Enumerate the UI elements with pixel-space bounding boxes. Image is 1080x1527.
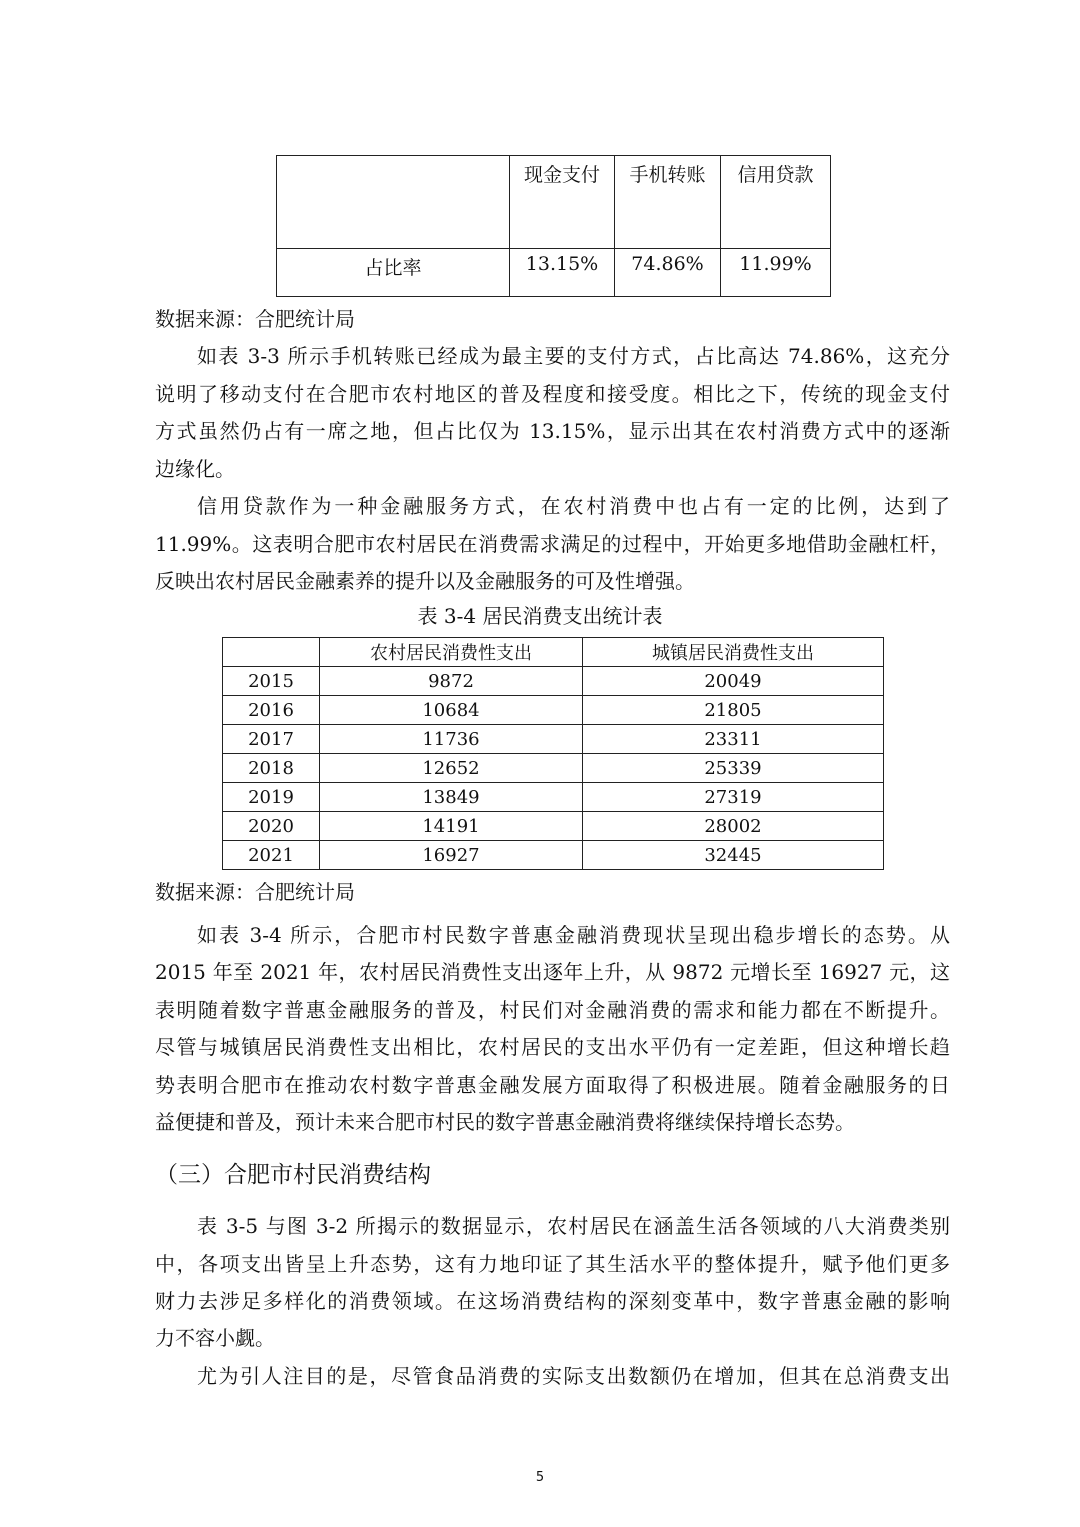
table-cell: 2018 [223, 754, 320, 783]
table-header-cell: 城镇居民消费性支出 [583, 638, 884, 667]
table-cell: 13849 [320, 783, 583, 812]
table-cell: 21805 [583, 696, 884, 725]
table-row [223, 725, 884, 754]
paragraph-line: 11.99%。这表明合肥市农村居民在消费需求满足的过程中，开始更多地借助金融杠杆， [155, 532, 950, 556]
table-header-cell: 现金支付 [510, 156, 615, 249]
table-cell: 25339 [583, 754, 884, 783]
paragraph-line: 表明随着数字普惠金融服务的普及，村民们对金融消费的需求和能力都在不断提升。 [155, 998, 950, 1022]
paragraph-line: 表 3-5 与图 3-2 所揭示的数据显示，农村居民在涵盖生活各领域的八大消费类别 [197, 1214, 950, 1238]
paragraph-line: 益便捷和普及，预计未来合肥市村民的数字普惠金融消费将继续保持增长态势。 [155, 1110, 855, 1134]
payment-share-table [276, 155, 831, 297]
table-row [223, 783, 884, 812]
table-row [223, 667, 884, 696]
table-cell: 23311 [583, 725, 884, 754]
table-cell: 占比率 [277, 249, 510, 297]
paragraph-line: 势表明合肥市在推动农村数字普惠金融发展方面取得了积极进展。随着金融服务的日 [155, 1073, 950, 1097]
paragraph-line: 信用贷款作为一种金融服务方式，在农村消费中也占有一定的比例，达到了 [197, 494, 950, 518]
paragraph-line: 说明了移动支付在合肥市农村地区的普及程度和接受度。相比之下，传统的现金支付 [155, 382, 950, 406]
paragraph-line: 反映出农村居民金融素养的提升以及金融服务的可及性增强。 [155, 569, 695, 593]
table-row [223, 754, 884, 783]
table-cell: 2020 [223, 812, 320, 841]
table-header-cell: 信用贷款 [721, 156, 831, 249]
page-number: 5 [535, 1470, 545, 1485]
table-caption: 表 3-4 居民消费支出统计表 [417, 604, 663, 628]
table-cell: 74.86% [615, 249, 721, 297]
paragraph-line: 力不容小觑。 [155, 1326, 275, 1350]
table-cell: 9872 [320, 667, 583, 696]
paragraph-line: 边缘化。 [155, 457, 235, 481]
table-cell: 27319 [583, 783, 884, 812]
table-row [223, 696, 884, 725]
table-cell: 11736 [320, 725, 583, 754]
table-cell: 11.99% [721, 249, 831, 297]
paragraph-line: 如表 3-3 所示手机转账已经成为最主要的支付方式，占比高达 74.86%，这充分 [197, 344, 950, 368]
table-cell: 2021 [223, 841, 320, 870]
table-cell: 2019 [223, 783, 320, 812]
paragraph-line: 2015 年至 2021 年，农村居民消费性支出逐年上升，从 9872 元增长至 16927 元，这 [155, 960, 950, 984]
data-source: 数据来源：合肥统计局 [155, 307, 355, 331]
table-cell: 13.15% [510, 249, 615, 297]
table-cell: 20049 [583, 667, 884, 696]
table-row [223, 812, 884, 841]
table-header-cell: 农村居民消费性支出 [320, 638, 583, 667]
paragraph-line: 如表 3-4 所示，合肥市村民数字普惠金融消费现状呈现出稳步增长的态势。从 [197, 923, 950, 947]
data-source: 数据来源：合肥统计局 [155, 880, 355, 904]
table-cell: 2016 [223, 696, 320, 725]
consumption-expenditure-table [222, 637, 884, 870]
table-header-cell: 手机转账 [615, 156, 721, 249]
table-cell: 28002 [583, 812, 884, 841]
paragraph-line: 方式虽然仍占有一席之地，但占比仅为 13.15%，显示出其在农村消费方式中的逐渐 [155, 419, 950, 443]
table-cell: 2015 [223, 667, 320, 696]
table-cell: 16927 [320, 841, 583, 870]
table-row [223, 841, 884, 870]
table-cell: 10684 [320, 696, 583, 725]
table-cell: 12652 [320, 754, 583, 783]
paragraph-line: 中，各项支出皆呈上升态势，这有力地印证了其生活水平的整体提升，赋予他们更多 [155, 1252, 950, 1276]
paragraph-line: 尽管与城镇居民消费性支出相比，农村居民的支出水平仍有一定差距，但这种增长趋 [155, 1035, 950, 1059]
table-cell: 14191 [320, 812, 583, 841]
section-heading: （三）合肥市村民消费结构 [155, 1162, 431, 1188]
table-cell: 32445 [583, 841, 884, 870]
paragraph-line: 尤为引人注目的是，尽管食品消费的实际支出数额仍在增加，但其在总消费支出 [197, 1364, 950, 1388]
table-header-cell [223, 638, 320, 667]
paragraph-line: 财力去涉足多样化的消费领域。在这场消费结构的深刻变革中，数字普惠金融的影响 [155, 1289, 950, 1313]
table-cell: 2017 [223, 725, 320, 754]
table-header-cell [277, 156, 510, 249]
